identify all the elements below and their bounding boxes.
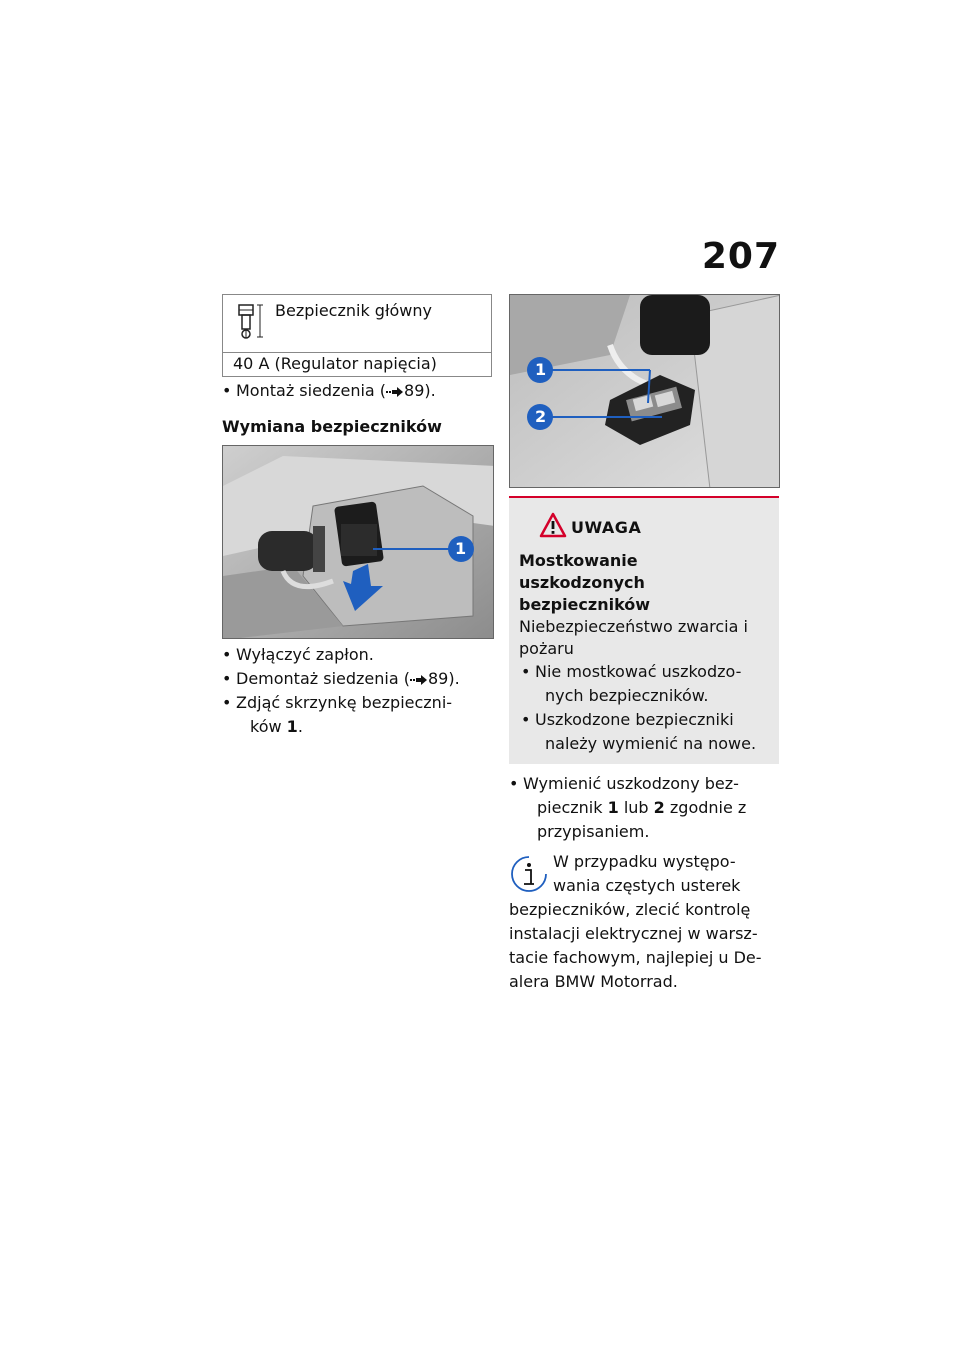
list-item xyxy=(222,643,494,667)
callout-1: 1 xyxy=(535,360,547,379)
warning-list-item xyxy=(519,660,769,708)
callout-1: 1 xyxy=(455,539,467,558)
list-item-text: Wymienić uszkodzony bez- xyxy=(523,774,739,793)
list-item xyxy=(222,379,494,403)
note-line: instalacji elektrycznej w warsz- xyxy=(509,924,758,943)
warning-title-line: bezpieczników xyxy=(519,595,651,614)
list-item-text: Demontaż siedzenia ( xyxy=(236,669,410,688)
list-item xyxy=(509,772,780,844)
right-column xyxy=(509,294,780,994)
warning-list-item xyxy=(519,708,769,756)
list-item-text: Zdjąć skrzynkę bezpieczni- xyxy=(236,693,453,712)
list-item-text: . xyxy=(297,717,303,736)
note-line: wania częstych usterek xyxy=(553,876,741,895)
list-item-text: zgodnie z xyxy=(669,798,747,817)
spec-table xyxy=(222,294,492,377)
list-item-text: Uszkodzone bezpieczniki xyxy=(535,710,734,729)
spec-value: 40 A (Regulator napięcia) xyxy=(233,354,437,373)
fuse-illustration xyxy=(510,295,780,488)
note-line: bezpieczników, zlecić kontrolę xyxy=(509,900,751,919)
spec-title: Bezpiecznik główny xyxy=(275,301,432,320)
warning-title xyxy=(519,550,769,616)
note-line: W przypadku występo- xyxy=(553,852,736,871)
arrow-right-icon xyxy=(410,674,428,686)
arrow-right-icon xyxy=(386,386,404,398)
bullet-icon: • xyxy=(521,710,531,729)
list-item-text: należy wymienić na nowe. xyxy=(545,734,757,753)
section-heading: Wymiana bezpieczników xyxy=(222,417,442,436)
bullet-icon: • xyxy=(222,669,232,688)
list-item-text: lub xyxy=(623,798,649,817)
bullet-icon: • xyxy=(222,381,232,400)
steps-list xyxy=(222,643,494,739)
fuse-icon xyxy=(235,303,265,343)
part-number: 1 xyxy=(607,798,619,817)
bullet-icon: • xyxy=(222,645,232,664)
list-item xyxy=(222,667,494,691)
bullet-icon: • xyxy=(521,662,531,681)
info-icon xyxy=(509,854,549,894)
list-item-text: Wyłączyć zapłon. xyxy=(236,645,374,664)
warning-label: UWAGA xyxy=(571,518,642,537)
list-item-text: ków xyxy=(250,717,282,736)
list-item xyxy=(222,691,494,739)
warning-header xyxy=(519,508,769,544)
spec-table-header xyxy=(223,295,491,353)
page-reference[interactable]: 89). xyxy=(404,381,436,400)
part-number: 2 xyxy=(653,798,665,817)
list-item-text: piecznik xyxy=(537,798,603,817)
callout-2: 2 xyxy=(535,407,547,426)
list-item-text: Nie mostkować uszkodzo- xyxy=(535,662,742,681)
note-line: tacie fachowym, najlepiej u De- xyxy=(509,948,762,967)
warning-text-line: pożaru xyxy=(519,639,574,658)
fuse-box-illustration xyxy=(223,446,494,639)
warning-text-line: Niebezpieczeństwo zwarcia i xyxy=(519,617,748,636)
bullet-icon: • xyxy=(222,693,232,712)
warning-box xyxy=(509,496,779,764)
note-line: alera BMW Motorrad. xyxy=(509,972,678,991)
part-number: 1 xyxy=(286,717,298,736)
bullet-icon: • xyxy=(509,774,519,793)
fuse-photo xyxy=(509,294,780,488)
fuse-box-photo xyxy=(222,445,494,639)
list-item-text: nych bezpieczników. xyxy=(545,686,709,705)
list-item-text: przypisaniem. xyxy=(537,822,650,841)
page-reference[interactable]: 89). xyxy=(427,669,460,688)
warning-text xyxy=(519,616,769,660)
warning-triangle-icon xyxy=(539,512,567,538)
page-number: 207 xyxy=(701,236,780,277)
warning-title-line: Mostkowanie uszkodzonych xyxy=(519,551,645,592)
left-column xyxy=(222,294,494,739)
info-note xyxy=(509,850,780,994)
list-item-text: Montaż siedzenia ( xyxy=(236,381,387,400)
